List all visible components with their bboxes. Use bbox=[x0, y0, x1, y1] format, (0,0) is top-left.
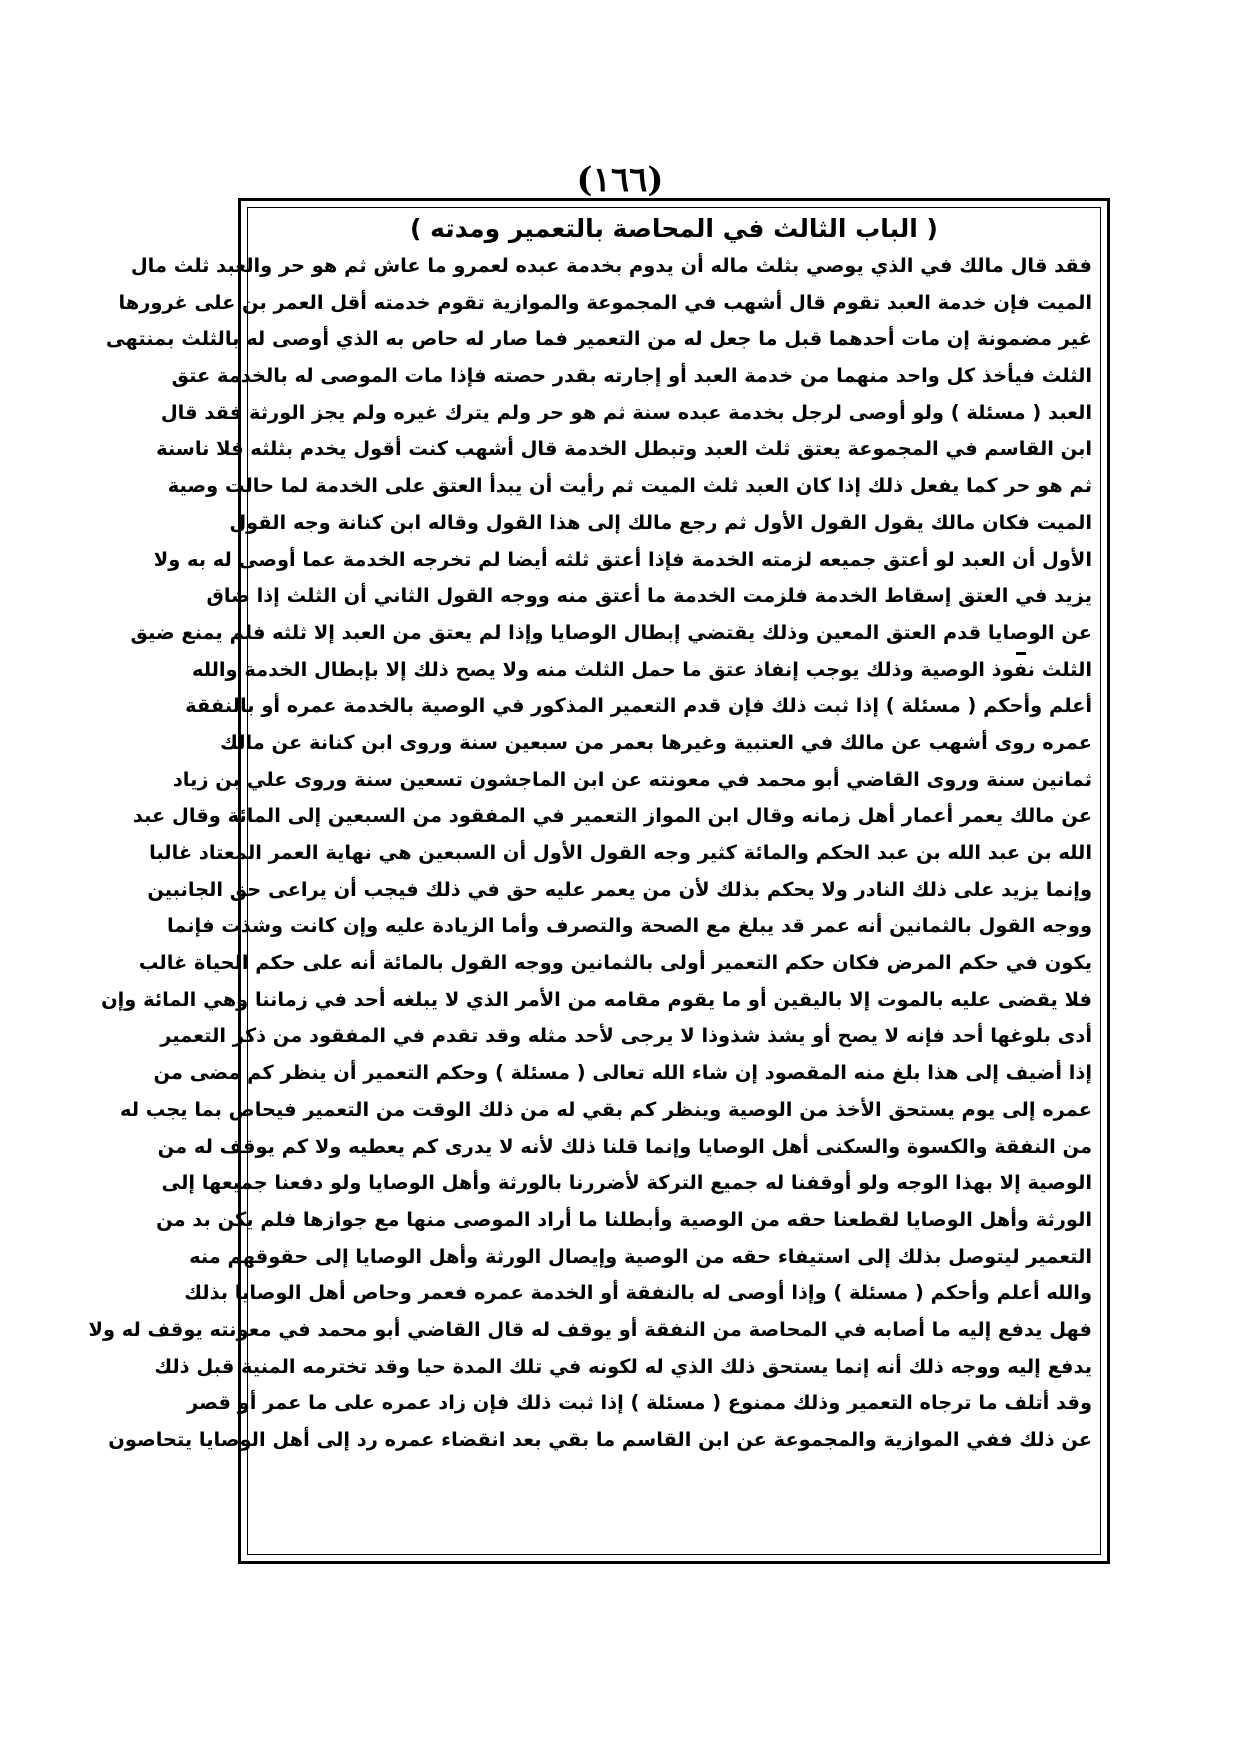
text-line: ابن القاسم في المجموعة يعتق ثلث العبد وتبطل الخدمة قال أشهب كنت أقول يخدم بثلثه فلا ناسنة bbox=[156, 437, 1092, 461]
chapter-heading: ( الباب الثالث في المحاصة بالتعمير ومدته ) bbox=[410, 214, 938, 243]
text-line: الله بن عبد الله بن عبد الحكم والمائة كثير وجه القول الأول أن السبعين هي نهاية العمر المعتاد غالبا bbox=[149, 841, 1092, 864]
text-line: وقد أتلف ما ترجاه التعمير وذلك ممنوع ( مسئلة ) إذا ثبت ذلك فإن زاد عمره على ما عمر أو قصر bbox=[187, 1391, 1092, 1415]
text-line: غير مضمونة إن مات أحدهما قبل ما جعل له من التعمير فما صار له حاص به الذي أوصى له بالثلث بمنتهى bbox=[105, 327, 1092, 351]
text-line: أدى بلوغها أحد فإنه لا يصح أو يشذ شذوذا لا يرجى لأحد مثله وقد تقدم في المفقود من ذكر التعمير bbox=[160, 1024, 1092, 1048]
text-line: أعلم وأحكم ( مسئلة ) إذا ثبت ذلك فإن قدم التعمير المذكور في الوصية بالخدمة عمره أو بالنفقة bbox=[185, 694, 1092, 718]
text-line: من النفقة والكسوة والسكنى أهل الوصايا وإنما قلنا ذلك لأنه لا يدرى كم يعطيه ولا كم يوقف له من bbox=[157, 1134, 1092, 1158]
text-line: إذا أضيف إلى هذا بلغ منه المقصود إن شاء الله تعالى ( مسئلة ) وحكم التعمير أن ينظر كم مضى من bbox=[153, 1061, 1092, 1085]
text-line: التعمير ليتوصل بذلك إلى استيفاء حقه من الوصية وإيصال الورثة وأهل الوصايا إلى حقوقهم منه bbox=[189, 1244, 1092, 1268]
text-line: الميت فإن خدمة العبد تقوم قال أشهب في المجموعة والموازية تقوم خدمته أقل العمر بن على غرورها bbox=[118, 290, 1092, 314]
text-line: عن مالك يعمر أعمار أهل زمانه وقال ابن المواز التعمير في المفقود من السبعين إلى المائة وقال عبد bbox=[132, 804, 1092, 828]
text-line: يزيد في العتق إسقاط الخدمة فلزمت الخدمة ما أعتق منه ووجه القول الثاني أن الثلث إذا ضاق bbox=[206, 584, 1092, 608]
text-block bbox=[88, 210, 1100, 1556]
text-line: عن ذلك ففي الموازية والمجموعة عن ابن القاسم ما بقي بعد انقضاء عمره رد إلى أهل الوصايا يتحاصون bbox=[108, 1428, 1092, 1451]
text-line: والله أعلم وأحكم ( مسئلة ) وإذا أوصى له بالنفقة أو الخدمة عمره فعمر وحاص أهل الوصايا بذلك bbox=[184, 1281, 1092, 1305]
text-line: الوصية إلا بهذا الوجه ولو أوقفنا له جميع التركة لأضررنا بالورثة وأهل الوصايا ولو دفعنا جميعها إلى bbox=[161, 1171, 1092, 1195]
text-line: عمره إلى يوم يستحق الأخذ من الوصية وينظر كم بقي له من ذلك الوقت من التعمير فيحاص بما يجب له bbox=[120, 1097, 1092, 1121]
text-line: فلا يقضى عليه بالموت إلا باليقين أو ما يقوم مقامه من الأمر الذي لا يبلغه أحد في زماننا وهي المائة وإن bbox=[101, 987, 1092, 1011]
text-line: الأول أن العبد لو أعتق جميعه لزمته الخدمة فإذا أعتق ثلثه أيضا لم تخرجه الخدمة عما أوصى له به ولا bbox=[153, 547, 1092, 571]
text-line: عن الوصايا قدم العتق المعين وذلك يقتضي إبطال الوصايا وإذا لم يعتق من العبد إلا ثلثه فلم يمنع ضيق bbox=[130, 620, 1092, 644]
text-line: الثلث نفوذ الوصية وذلك يوجب إنفاذ عتق ما حمل الثلث منه ولا يصح ذلك إلا بإبطال الخدمة والله bbox=[191, 657, 1092, 681]
text-line: يكون في حكم المرض فكان حكم التعمير أولى بالثمانين ووجه القول بالمائة أنه على حكم الحياة غالب bbox=[138, 951, 1092, 975]
text-line: ووجه القول بالثمانين أنه عمر قد يبلغ مع الصحة والتصرف وأما الزيادة عليه وإن كانت وشذت فإنما bbox=[167, 914, 1092, 938]
text-line: العبد ( مسئلة ) ولو أوصى لرجل بخدمة عبده سنة ثم هو حر ولم يترك غيره ولم يجز الورثة فقد قال bbox=[160, 400, 1092, 424]
text-lines bbox=[88, 248, 1092, 1459]
text-line: فقد قال مالك في الذي يوصي بثلث ماله أن يدوم بخدمة عبده لعمرو ما عاش ثم هو حر والعبد ثلث مال bbox=[130, 254, 1092, 277]
text-line: ثمانين سنة وروى القاضي أبو محمد في معونته عن ابن الماجشون تسعين سنة وروى علي بن زياد bbox=[172, 767, 1092, 791]
text-line: عمره روى أشهب عن مالك في العتبية وغيرها بعمر من سبعين سنة وروى ابن كنانة عن مالك bbox=[220, 730, 1092, 754]
page-number: (١٦٦) bbox=[576, 160, 664, 200]
text-line: ثم هو حر كما يفعل ذلك إذا كان العبد ثلث الميت ثم رأيت أن يبدأ العتق على الخدمة لما حالت وصية bbox=[167, 474, 1092, 498]
text-line: الثلث فيأخذ كل واحد منهما من خدمة العبد أو إجارته بقدر حصته فإذا مات الموصى له بالخدمة عتق bbox=[171, 364, 1092, 388]
text-line: يدفع إليه ووجه ذلك أنه إنما يستحق ذلك الذي له لكونه في تلك المدة حيا وقد تخترمه المنية قبل ذلك bbox=[154, 1354, 1092, 1378]
text-line: الورثة وأهل الوصايا لقطعنا حقه من الوصية وأبطلنا ما أراد الموصى منها مع جوازها فلم يكن بد من bbox=[156, 1207, 1092, 1231]
text-line: فهل يدفع إليه ما أصابه في المحاصة من النفقة أو يوقف له قال القاضي أبو محمد في معونته يوقف له ولا bbox=[88, 1317, 1092, 1341]
text-line: الميت فكان مالك يقول القول الأول ثم رجع مالك إلى هذا القول وقاله ابن كنانة وجه القول bbox=[229, 510, 1092, 534]
text-line: وإنما يزيد على ذلك النادر ولا يحكم بذلك لأن من يعمر عليه حق في ذلك فيجب أن يراعى حق الجانبين bbox=[147, 877, 1092, 901]
